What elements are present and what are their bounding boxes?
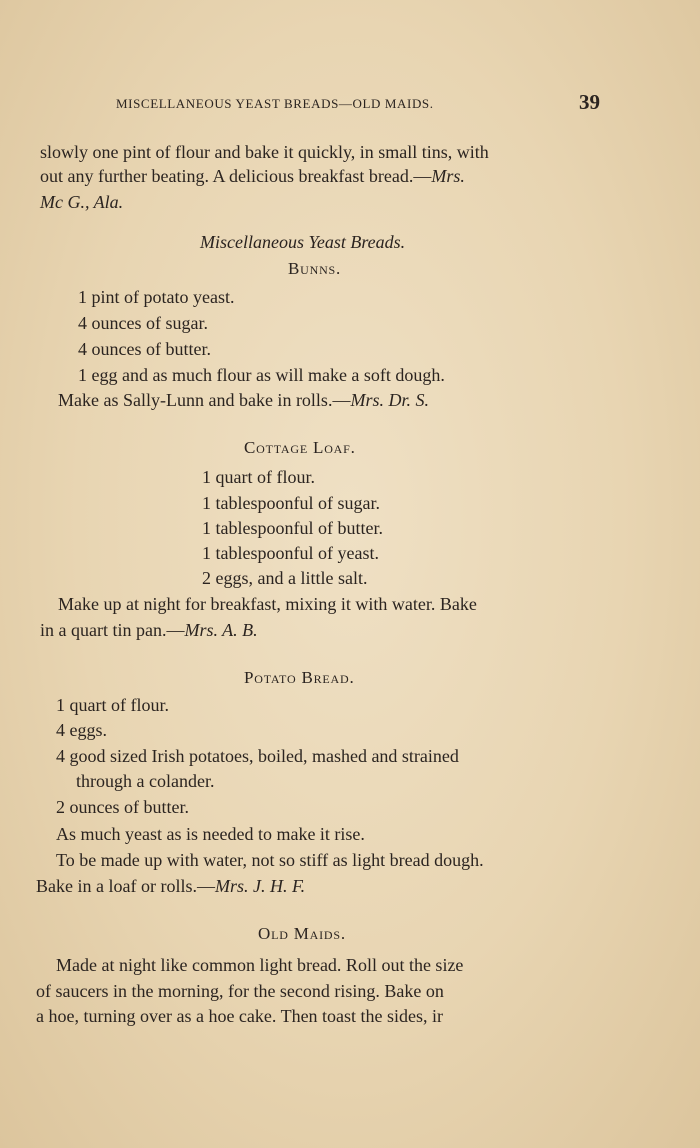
ingredient: 2 eggs, and a little salt. (202, 568, 368, 588)
recipe-title: Old Maids. (258, 924, 346, 943)
attribution: Mrs. J. H. F. (214, 876, 306, 896)
ingredient: 1 tablespoonful of sugar. (202, 493, 380, 513)
direction-line: of saucers in the morning, for the second rising. Bake on (36, 981, 444, 1001)
ingredient: 4 eggs. (56, 720, 107, 740)
attribution: Mrs. (431, 166, 465, 186)
ingredient: 4 ounces of sugar. (78, 313, 208, 333)
ingredient: 2 ounces of butter. (56, 797, 189, 817)
direction-line (58, 388, 429, 412)
body-line: slowly one pint of flour and bake it quickly, in small tins, with (40, 142, 489, 162)
body-line (40, 164, 465, 188)
ingredient: 1 quart of flour. (202, 467, 315, 487)
body-text: out any further beating. A delicious breakfast bread.— (40, 166, 432, 186)
ingredient: through a colander. (76, 771, 215, 791)
body-text: in a quart tin pan.— (40, 620, 185, 640)
ingredient: As much yeast as is needed to make it rise. (56, 824, 365, 844)
section-title: Miscellaneous Yeast Breads. (200, 232, 406, 252)
direction-line: Made at night like common light bread. Roll out the size (56, 955, 464, 975)
recipe-title: Bunns. (288, 259, 342, 278)
direction-line: a hoe, turning over as a hoe cake. Then toast the sides, ir (36, 1006, 444, 1026)
recipe-title: Potato Bread. (244, 668, 355, 687)
page-number: 39 (579, 90, 600, 114)
recipe-title: Cottage Loaf. (244, 438, 356, 457)
body-text: Bake in a loaf or rolls.— (36, 876, 215, 896)
ingredient: 1 tablespoonful of yeast. (202, 543, 379, 563)
attribution: Mrs. Dr. S. (350, 390, 429, 410)
running-head: MISCELLANEOUS YEAST BREADS—OLD MAIDS. (116, 96, 434, 111)
ingredient: 1 tablespoonful of butter. (202, 518, 383, 538)
direction-line: To be made up with water, not so stiff as light bread dough. (56, 850, 484, 870)
ingredient: 4 good sized Irish potatoes, boiled, mashed and strained (56, 746, 459, 766)
attribution: Mrs. A. B. (184, 620, 258, 640)
direction-line (40, 618, 258, 642)
page-header (96, 90, 602, 118)
attribution: Mc G., Ala. (40, 192, 124, 212)
direction-line: Make up at night for breakfast, mixing it with water. Bake (58, 594, 477, 614)
body-text: Make as Sally-Lunn and bake in rolls.— (58, 390, 351, 410)
direction-line (36, 874, 305, 898)
ingredient: 1 pint of potato yeast. (78, 287, 235, 307)
ingredient: 4 ounces of butter. (78, 339, 211, 359)
ingredient: 1 quart of flour. (56, 695, 169, 715)
ingredient: 1 egg and as much flour as will make a soft dough. (78, 365, 445, 385)
